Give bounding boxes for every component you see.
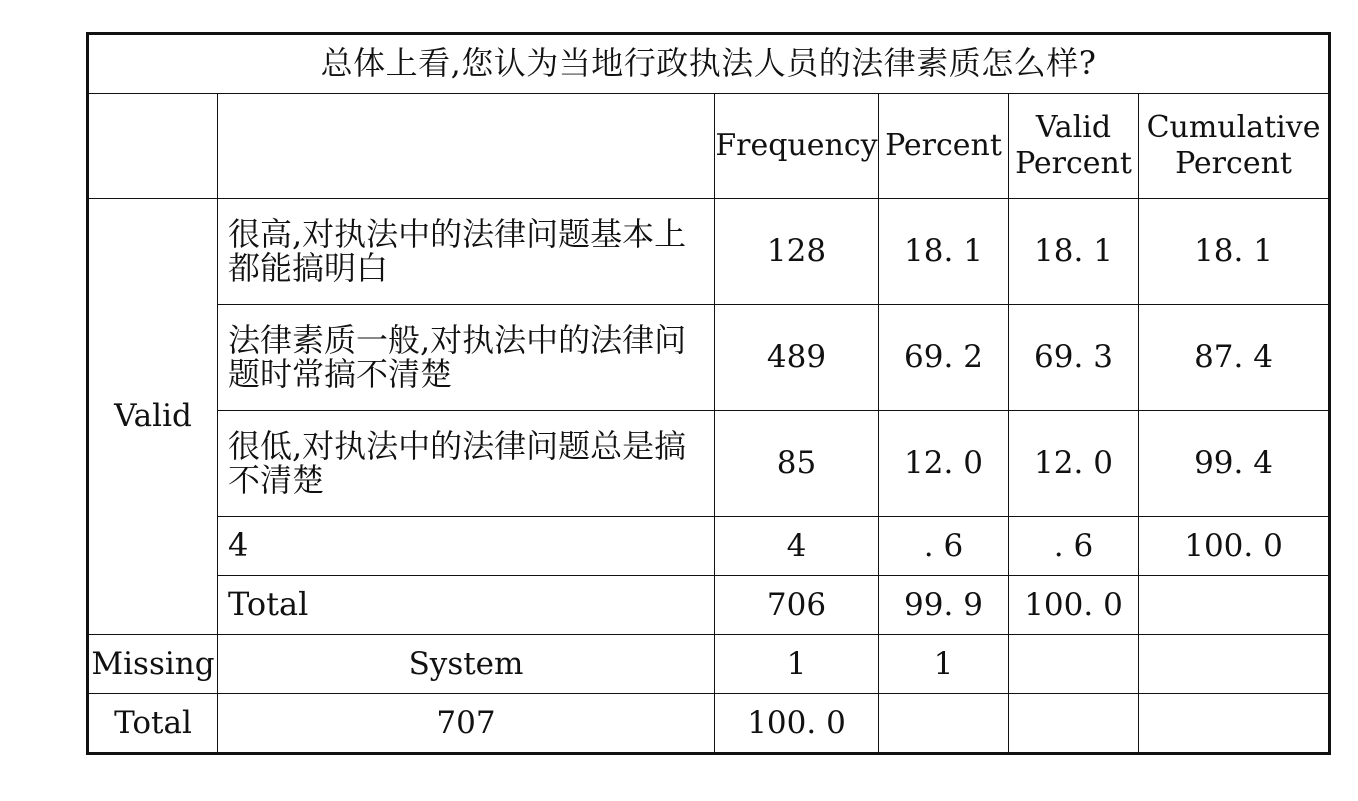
cell-valid-percent: 18. 1 <box>1009 199 1139 305</box>
cell-percent: 69. 2 <box>879 305 1009 411</box>
total-label: Total <box>88 694 218 754</box>
total-row <box>88 694 1330 754</box>
table-row <box>88 411 1330 517</box>
header-cumulative-percent: Cumulative Percent <box>1139 94 1330 199</box>
total-empty-2 <box>1009 694 1139 754</box>
cell-cumulative: 18. 1 <box>1139 199 1330 305</box>
cell-percent: . 6 <box>879 517 1009 576</box>
cell-frequency: 489 <box>715 305 879 411</box>
cell-frequency: 128 <box>715 199 879 305</box>
missing-percent: 1 <box>879 635 1009 694</box>
cell-valid-percent: . 6 <box>1009 517 1139 576</box>
cell-frequency: 706 <box>715 576 879 635</box>
missing-empty-2 <box>1139 635 1330 694</box>
cell-cumulative: 87. 4 <box>1139 305 1330 411</box>
table-title: 总体上看,您认为当地行政执法人员的法律素质怎么样? <box>88 34 1330 94</box>
cell-cumulative: 100. 0 <box>1139 517 1330 576</box>
cell-cumulative <box>1139 576 1330 635</box>
table-row <box>88 305 1330 411</box>
table-row <box>88 576 1330 635</box>
total-empty-3 <box>1139 694 1330 754</box>
row-label: 很低,对执法中的法律问题总是搞不清楚 <box>218 411 715 517</box>
total-count: 707 <box>218 694 715 754</box>
row-label: 法律素质一般,对执法中的法律问题时常搞不清楚 <box>218 305 715 411</box>
valid-label: Valid <box>88 199 218 635</box>
table-row <box>88 199 1330 305</box>
table-row <box>88 517 1330 576</box>
title-row <box>88 34 1330 94</box>
row-label: 4 <box>218 517 715 576</box>
missing-row <box>88 635 1330 694</box>
cell-valid-percent: 12. 0 <box>1009 411 1139 517</box>
cell-frequency: 4 <box>715 517 879 576</box>
cell-frequency: 85 <box>715 411 879 517</box>
missing-empty-1 <box>1009 635 1139 694</box>
missing-label: Missing <box>88 635 218 694</box>
total-percent: 100. 0 <box>715 694 879 754</box>
header-valid-percent: Valid Percent <box>1009 94 1139 199</box>
cell-valid-percent: 69. 3 <box>1009 305 1139 411</box>
cell-cumulative: 99. 4 <box>1139 411 1330 517</box>
missing-sublabel: System <box>218 635 715 694</box>
header-empty-1 <box>88 94 218 199</box>
header-frequency: Frequency <box>715 94 879 199</box>
row-label: 很高,对执法中的法律问题基本上都能搞明白 <box>218 199 715 305</box>
missing-frequency: 1 <box>715 635 879 694</box>
cell-percent: 99. 9 <box>879 576 1009 635</box>
header-row <box>88 94 1330 199</box>
header-empty-2 <box>218 94 715 199</box>
cell-valid-percent: 100. 0 <box>1009 576 1139 635</box>
cell-percent: 12. 0 <box>879 411 1009 517</box>
total-empty-1 <box>879 694 1009 754</box>
cell-percent: 18. 1 <box>879 199 1009 305</box>
header-percent: Percent <box>879 94 1009 199</box>
row-label: Total <box>218 576 715 635</box>
frequency-table <box>86 32 1331 755</box>
